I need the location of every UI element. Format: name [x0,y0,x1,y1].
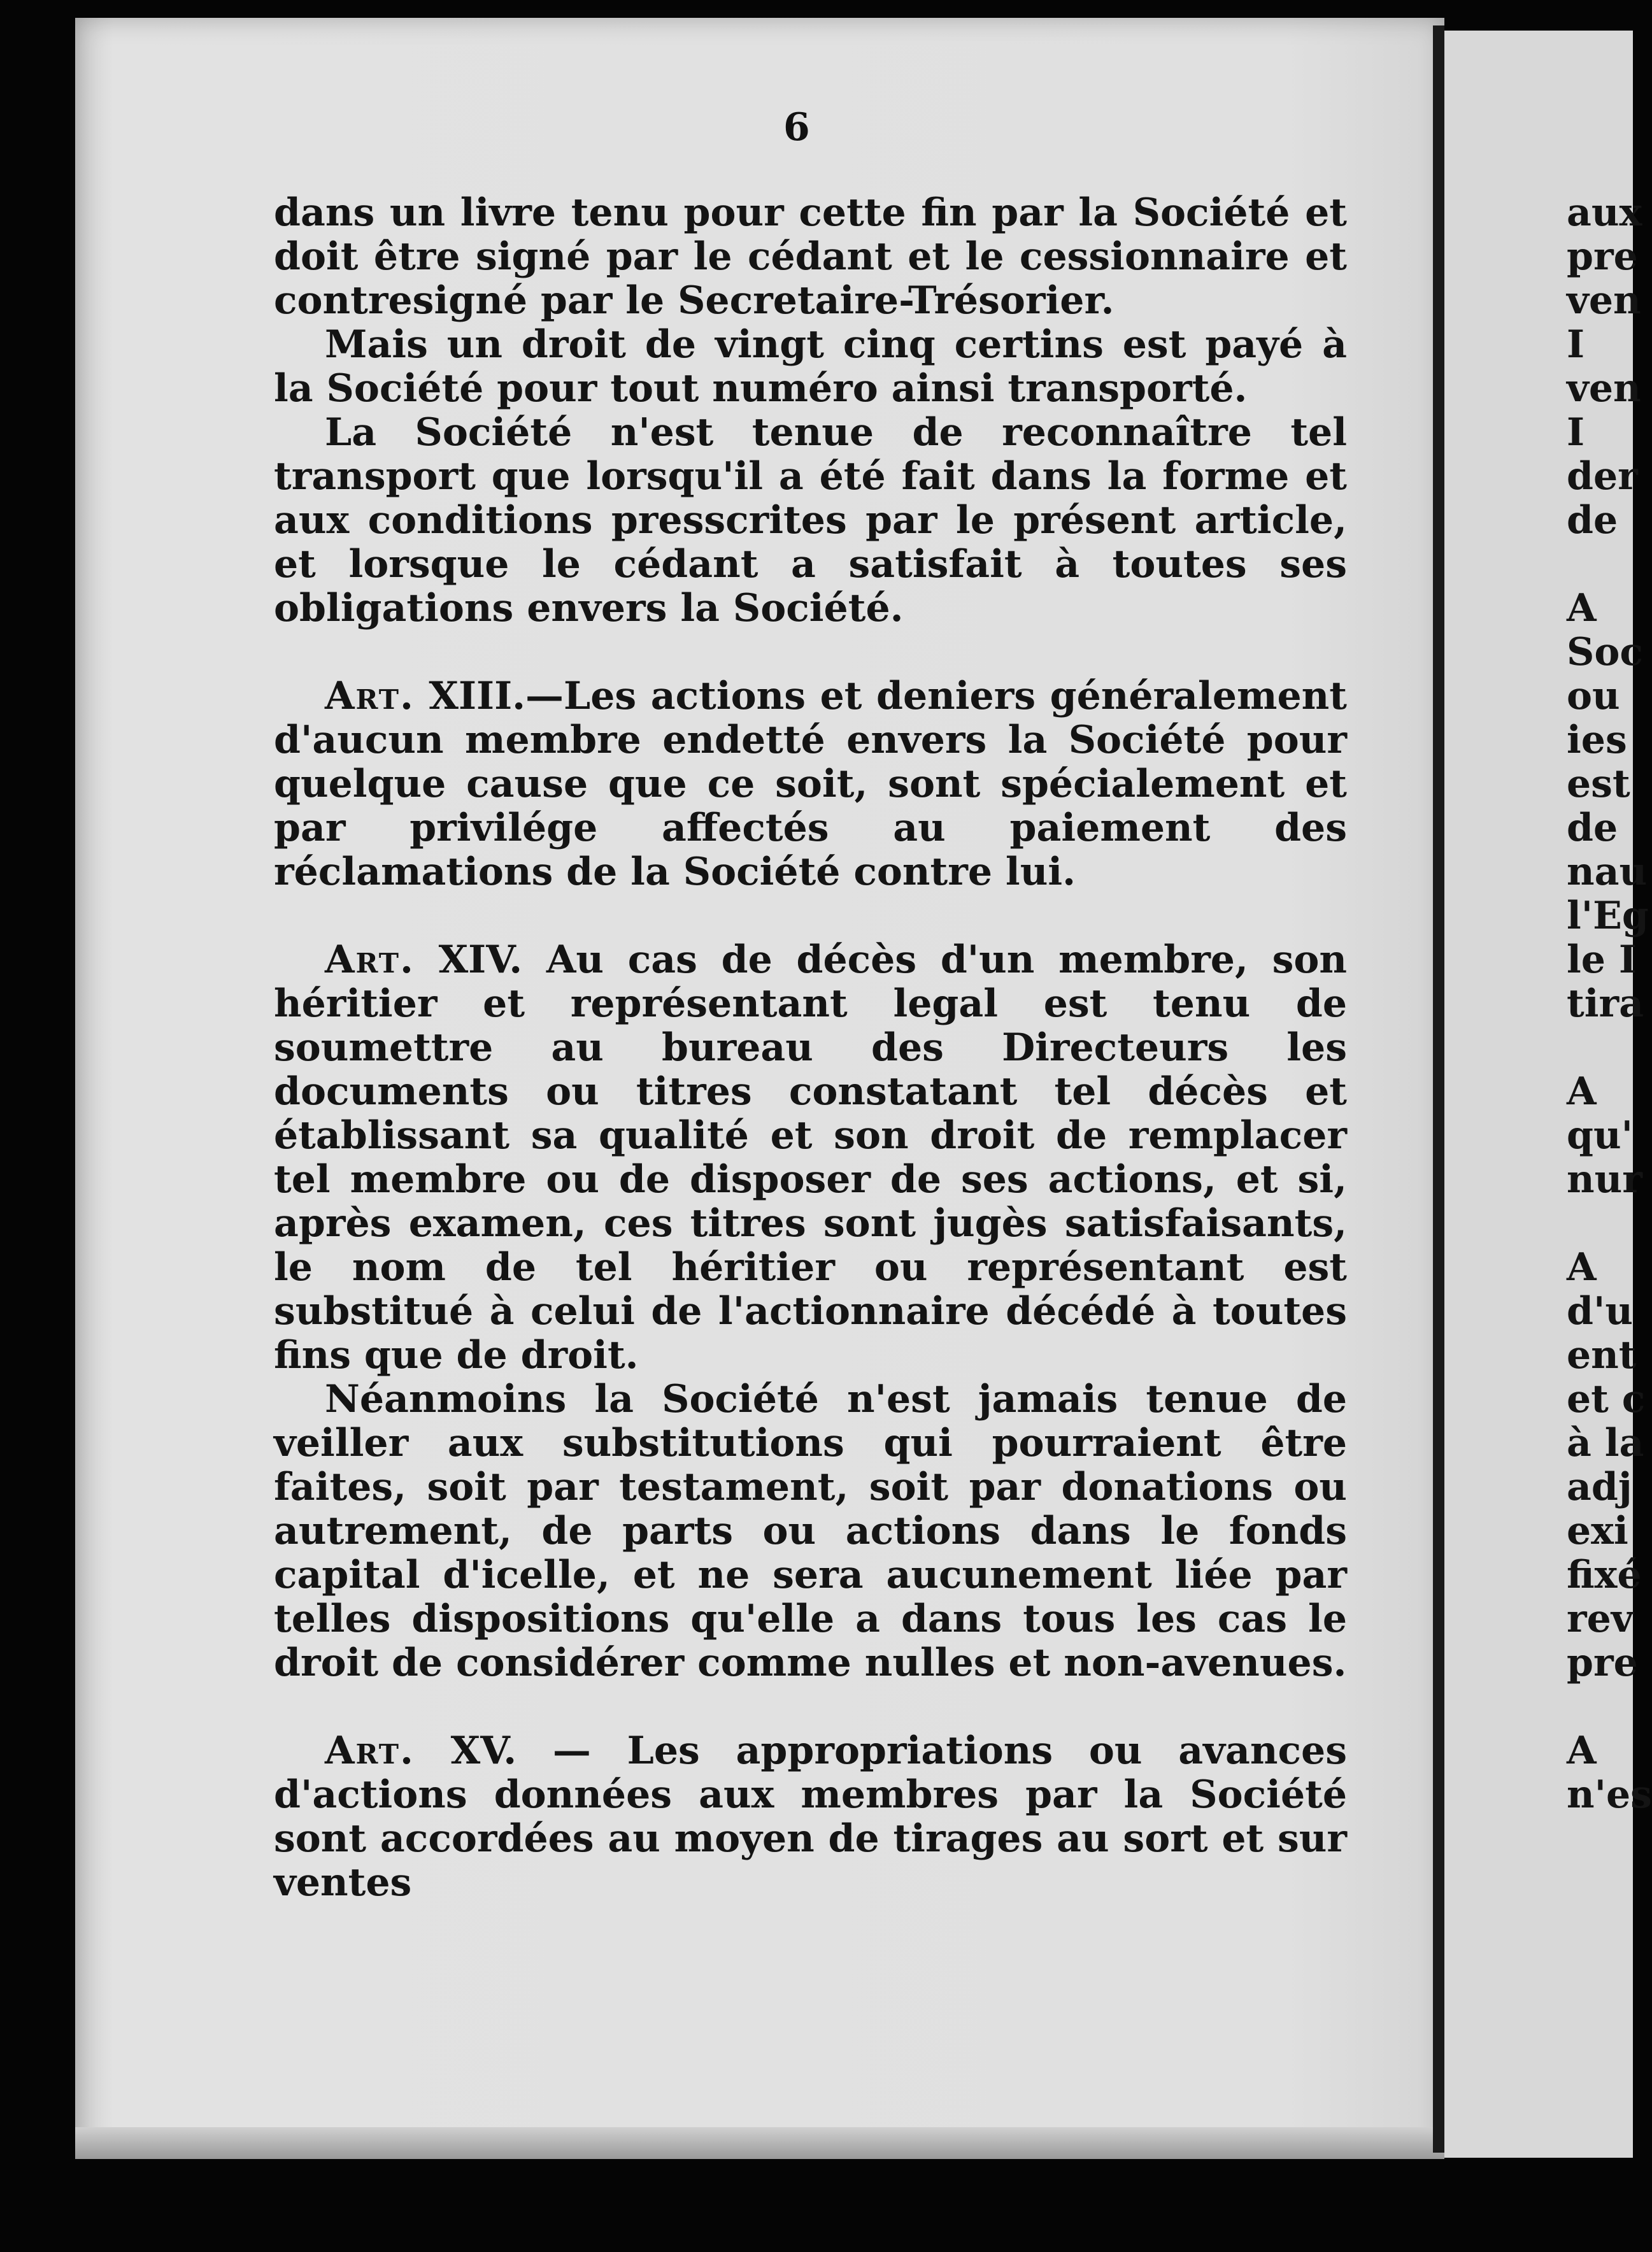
facing-page-line [1567,1685,1637,1729]
facing-page-line: d'u [1567,1289,1633,1334]
page-text [274,191,1347,1905]
paragraph-transport: La Société n'est tenue de reconnaître tel transport que lorsqu'il a été fait dans la forme et aux conditions presscrites par le présent article, et lorsque le cédant a satisfait à toutes ses obligations envers la Société. [274,410,1347,631]
facing-page-line: le I [1567,937,1637,982]
facing-page-fragments [1567,190,1652,1817]
facing-page-line: qu' [1567,1113,1633,1158]
facing-page-line [1567,1026,1637,1070]
page-number: 6 [783,105,810,150]
facing-page-line [1567,1202,1637,1246]
facing-page-line: ven [1567,278,1641,323]
facing-page-line: A [1567,1069,1597,1114]
facing-page-line: ent [1567,1333,1637,1378]
article-xiii [274,674,1347,894]
article-xv [274,1729,1347,1905]
facing-page-line: I [1567,322,1585,367]
article-label: Art. [325,937,415,982]
article-label: Art. [325,674,415,718]
facing-page-line: aux [1567,190,1642,235]
book-gutter [1433,25,1444,2153]
article-text: —Les actions et deniers généralement d'aucun membre endetté envers la Société pour quelque cause que ce soit, sont spécialement et par privilége affectés au paiement des réclamations de la Société contre lui. [274,674,1347,894]
article-numeral: XIII. [429,674,526,718]
facing-page-line: pre [1567,1641,1638,1685]
paragraph-continuation: dans un livre tenu pour cette fin par la Société et doit être signé par le cédant et le cessionnaire et contresigné par le Secretaire-Trésorier. [274,190,1347,323]
facing-page-line: et c [1567,1377,1646,1422]
facing-page-line: der [1567,454,1638,499]
article-xiv [274,938,1347,1378]
facing-page-line: ven [1567,366,1641,411]
facing-page-line: est [1567,762,1630,806]
facing-page-line: ies [1567,718,1627,762]
facing-page-line: fixé [1567,1553,1642,1597]
facing-page-line: I [1567,410,1585,455]
facing-page-line: nau [1567,850,1648,894]
article-numeral: XV. [450,1728,517,1773]
facing-page-line: à la [1567,1421,1644,1465]
facing-page-line: pre [1567,234,1638,279]
article-numeral: XIV. [438,937,523,982]
facing-page-line: l'Eg [1567,894,1649,938]
page-bottom-edge [75,2127,1444,2159]
article-text: — Les appropriations ou avances d'actions données aux membres par la Société sont accordées au moyen de tirages au sort et sur ventes [274,1728,1348,1905]
facing-page-line: exi [1567,1509,1628,1553]
facing-page-line: A [1567,1728,1597,1773]
article-text: Au cas de décès d'un membre, son héritier et représentant legal est tenu de soumettre au bureau des Directeurs les documents ou titres constatant tel décès et établissant sa qualité et son droit de remplacer tel membre ou de disposer de ses actions, et si, après examen, ces titres sont jugès satisfaisants, le nom de tel héritier ou représentant est substitué à celui de l'actionnaire décédé à toutes fins que de droit. [274,937,1348,1378]
facing-page-line: Soc [1567,630,1643,674]
facing-page-line: rev [1567,1597,1634,1641]
facing-page-line: A [1567,1245,1597,1290]
facing-page-line: tira [1567,981,1644,1026]
article-label: Art. [325,1728,415,1773]
paragraph-droit: Mais un droit de vingt cinq certins est payé à la Société pour tout numéro ainsi transporté. [274,322,1347,411]
facing-page-line: n'es [1567,1772,1652,1817]
facing-page-line [1567,543,1637,587]
facing-page-line: nur [1567,1157,1642,1202]
facing-page-line: de [1567,806,1618,850]
facing-page-line: de [1567,498,1618,543]
facing-page-line: A [1567,586,1597,631]
facing-page-line: adj [1567,1465,1632,1509]
facing-page-line: ou [1567,674,1620,718]
paragraph-neanmoins: Néanmoins la Société n'est jamais tenue de veiller aux substitutions qui pourraient être faites, soit par testament, soit par donations ou autrement, de parts ou actions dans le fonds capital d'icelle, et ne sera aucunement liée par telles dispositions qu'elle a dans tous les cas le droit de considérer comme nulles et non-avenues. [274,1377,1347,1685]
